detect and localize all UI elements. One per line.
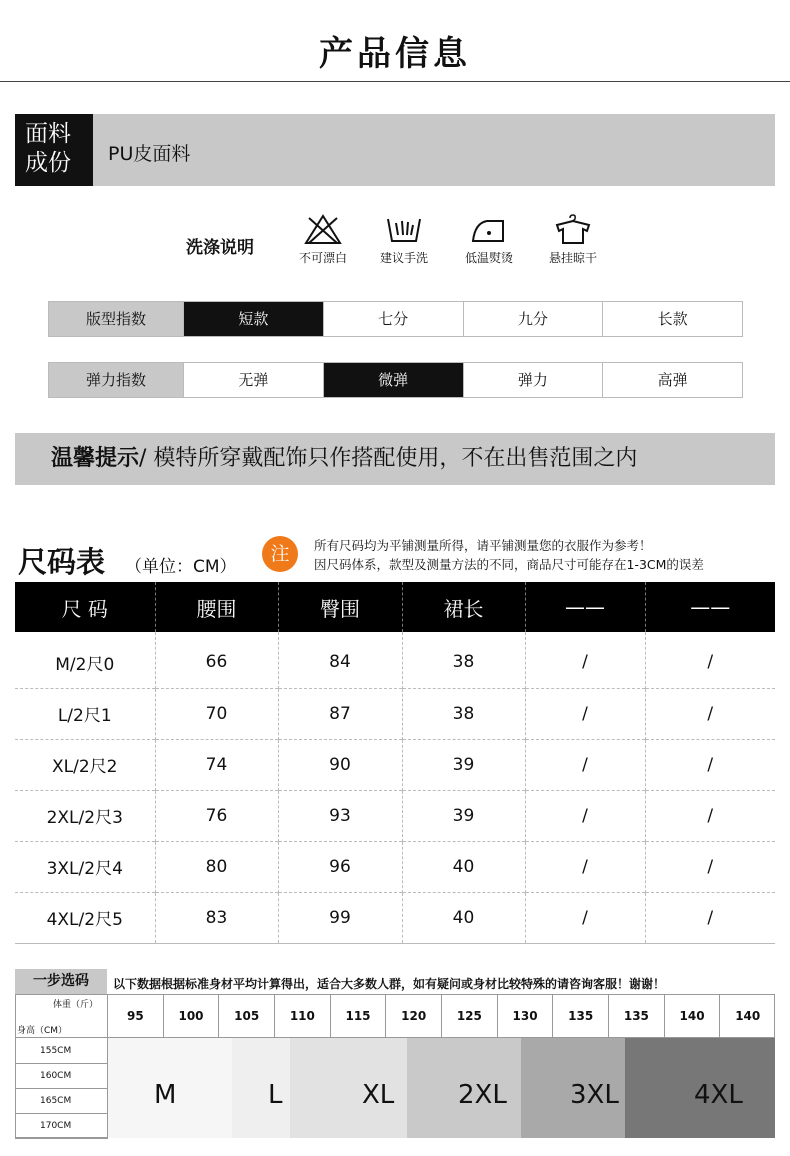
fit-index-row	[48, 301, 743, 337]
measure-cell: 83	[155, 892, 278, 943]
measure-cell: 66	[155, 632, 278, 688]
size-table-header	[15, 582, 775, 632]
stretch-option-none: 无弹	[183, 363, 323, 397]
measure-cell: /	[525, 632, 645, 688]
weight-cell: 130	[498, 994, 554, 1037]
measure-cell: 96	[278, 841, 402, 892]
wash-label: 不可漂白	[298, 251, 347, 265]
weight-cell: 120	[386, 994, 442, 1037]
weight-cell: 100	[164, 994, 220, 1037]
size-row	[15, 841, 775, 892]
weight-cell: 140	[665, 994, 721, 1037]
weight-cell: 125	[442, 994, 498, 1037]
measure-cell: 80	[155, 841, 278, 892]
measure-cell: /	[525, 688, 645, 739]
measure-cell: /	[645, 841, 775, 892]
size-note-line2: 因尺码体系，款型及测量方法的不同，商品尺寸可能存在1-3CM的误差	[314, 557, 704, 572]
size-band-label: M	[154, 1080, 177, 1110]
weight-cell: 110	[275, 994, 331, 1037]
fabric-label-line2: 成份	[25, 150, 71, 176]
size-bands	[108, 1038, 775, 1138]
tip-bold: 温馨提示	[51, 446, 140, 471]
wash-item-no-bleach	[287, 213, 359, 266]
header-size: 尺 码	[15, 582, 155, 632]
weight-cell: 140	[735, 1009, 761, 1023]
weight-cell: 135	[553, 994, 609, 1037]
size-row	[15, 892, 775, 943]
measure-cell: /	[525, 790, 645, 841]
stretch-index-row	[48, 362, 743, 398]
measure-cell: 90	[278, 739, 402, 790]
fit-option-long: 长款	[602, 302, 742, 336]
size-cell: 4XL/2尺5	[15, 892, 155, 943]
size-note-line1: 所有尺码均为平铺测量所得，请平铺测量您的衣服作为参考！	[314, 538, 652, 553]
size-cell: 3XL/2尺4	[15, 841, 155, 892]
recommend-text: 以下数据根据标准身材平均计算得出，适合大多数人群，如有疑问或身材比较特殊的请咨询客服！谢谢！	[113, 977, 666, 991]
measure-cell: 84	[278, 632, 402, 688]
measure-cell: /	[645, 790, 775, 841]
header-waist: 腰围	[155, 582, 278, 632]
fit-option-seven: 七分	[323, 302, 463, 336]
size-band-label: 2XL	[458, 1080, 507, 1110]
stretch-option-high: 高弹	[602, 363, 742, 397]
fabric-label-line1: 面料	[25, 121, 71, 147]
size-band-label: 3XL	[570, 1080, 619, 1110]
wash-item-hand-wash	[368, 213, 440, 266]
no-bleach-icon	[303, 213, 343, 245]
stretch-option-stretch: 弹力	[463, 363, 603, 397]
measure-cell: 39	[402, 790, 525, 841]
size-chart-unit: （单位：CM）	[125, 557, 237, 577]
title-divider	[0, 81, 790, 82]
measure-cell: 40	[402, 841, 525, 892]
hang-dry-icon	[553, 213, 593, 245]
header-blank: ——	[645, 582, 775, 632]
measure-cell: /	[525, 892, 645, 943]
height-cell: 170CM	[15, 1113, 108, 1139]
weight-cell: 105	[219, 994, 275, 1037]
measure-cell: 87	[278, 688, 402, 739]
measure-cell: /	[645, 632, 775, 688]
height-axis-label: 身高（CM）	[17, 1026, 68, 1036]
size-cell: L/2尺1	[15, 688, 155, 739]
low-iron-icon	[469, 213, 509, 245]
stretch-option-slight: 微弹	[323, 363, 463, 397]
height-cell: 155CM	[15, 1038, 108, 1064]
size-cell: XL/2尺2	[15, 739, 155, 790]
measure-cell: 93	[278, 790, 402, 841]
weight-cell: 135	[609, 994, 665, 1037]
note-badge: 注	[262, 536, 298, 572]
size-table	[15, 582, 775, 944]
weight-cell: 115	[331, 994, 387, 1037]
size-band-label: L	[268, 1080, 283, 1110]
wash-label: 低温熨烫	[464, 251, 513, 265]
weight-cell: 95	[108, 994, 164, 1037]
height-cell: 160CM	[15, 1063, 108, 1089]
stretch-index-label: 弹力指数	[49, 363, 183, 397]
size-row	[15, 688, 775, 739]
size-band-label: 4XL	[694, 1080, 743, 1110]
measure-cell: 99	[278, 892, 402, 943]
size-row	[15, 790, 775, 841]
wash-title: 洗涤说明	[186, 238, 254, 258]
measure-cell: 38	[402, 688, 525, 739]
measure-cell: /	[645, 892, 775, 943]
size-chart-title: 尺码表	[18, 545, 106, 579]
size-row	[15, 632, 775, 688]
wash-label: 建议手洗	[379, 251, 428, 265]
hand-wash-icon	[384, 213, 424, 245]
height-cell: 165CM	[15, 1088, 108, 1114]
measure-cell: /	[525, 841, 645, 892]
measure-cell: /	[645, 688, 775, 739]
measure-cell: /	[525, 739, 645, 790]
wash-item-hang-dry	[537, 213, 609, 266]
wash-item-low-iron	[453, 213, 525, 266]
page-title: 产品信息	[319, 34, 471, 74]
measure-cell: 40	[402, 892, 525, 943]
measure-cell: 74	[155, 739, 278, 790]
weight-header	[15, 994, 775, 1038]
grid-corner	[15, 994, 108, 1037]
size-cell: M/2尺0	[55, 654, 115, 675]
measure-cell: 76	[155, 790, 278, 841]
header-blank: ——	[525, 582, 645, 632]
measure-cell: /	[645, 739, 775, 790]
size-band-label: XL	[362, 1080, 395, 1110]
tip-text: / 模特所穿戴配饰只作搭配使用，不在出售范围之内	[139, 446, 638, 471]
weight-axis-label: 体重（斤）	[53, 1000, 99, 1010]
measure-cell: 39	[402, 739, 525, 790]
header-hip: 臀围	[278, 582, 402, 632]
recommend-label: 一步选码	[15, 969, 107, 994]
measure-cell: 70	[155, 688, 278, 739]
wash-label: 悬挂晾干	[548, 251, 597, 265]
fit-option-nine: 九分	[463, 302, 603, 336]
fabric-label	[15, 114, 93, 186]
fabric-value: PU皮面料	[108, 143, 191, 165]
measure-cell: 38	[402, 632, 525, 688]
header-length: 裙长	[402, 582, 525, 632]
size-row	[15, 739, 775, 790]
size-cell: 2XL/2尺3	[15, 790, 155, 841]
fit-index-label: 版型指数	[49, 302, 183, 336]
fit-option-short: 短款	[183, 302, 323, 336]
tip-bar	[15, 433, 775, 485]
